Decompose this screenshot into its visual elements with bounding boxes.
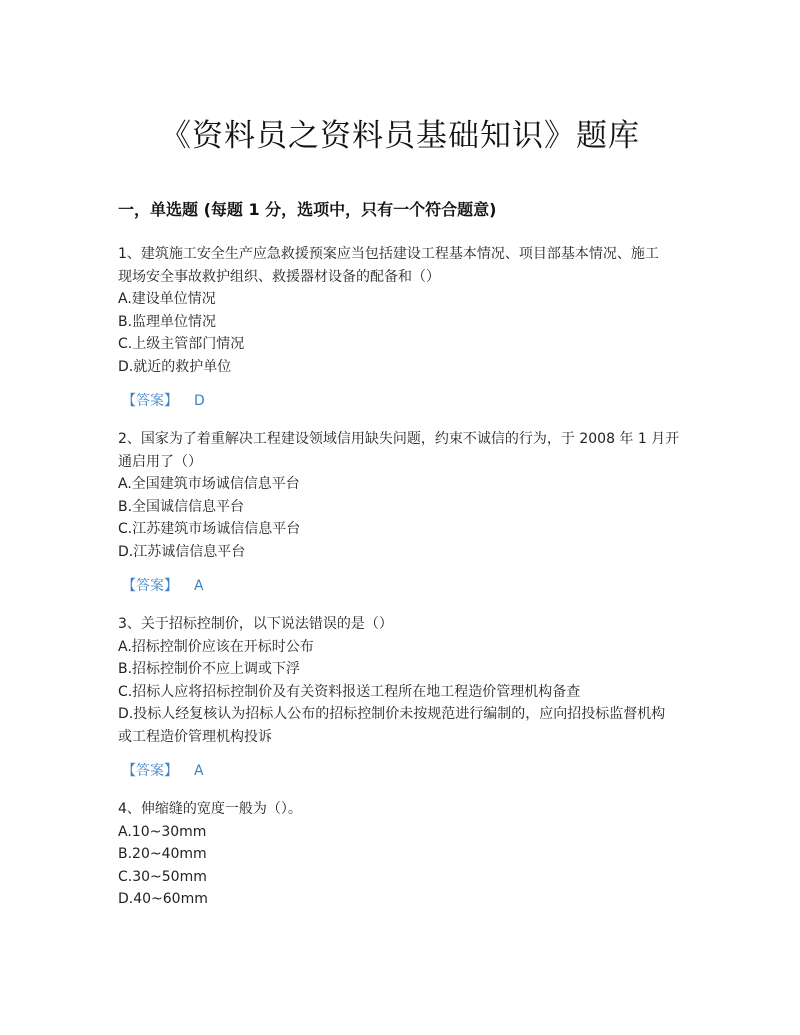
question-stem: 2、国家为了着重解决工程建设领域信用缺失问题，约束不诚信的行为，于 2008 年 1 月开: [118, 431, 680, 447]
option-b: B.监理单位情况: [118, 313, 217, 330]
question-4: [118, 798, 683, 911]
option-b: B.20~40mm: [118, 846, 207, 862]
option-c: C.30~50mm: [118, 868, 207, 885]
option-d: D.投标人经复核认为招标人公布的招标控制价未按规范进行编制的，应向招投标监督机构: [118, 706, 666, 722]
option-c: C.招标人应将招标控制价及有关资料报送工程所在地工程造价管理机构备查: [118, 683, 581, 700]
option-d: D.40~60mm: [118, 891, 208, 907]
section-heading: 一，单选题 (每题 1 分，选项中，只有一个符合题意): [118, 200, 497, 219]
document-title: 《资料员之资料员基础知识》题库: [160, 118, 640, 154]
question-stem: 3、关于招标控制价，以下说法错误的是（）: [118, 616, 393, 632]
option-a: A.招标控制价应该在开标时公布: [118, 638, 314, 655]
option-d: D.就近的救护单位: [118, 358, 232, 375]
answer-line: [118, 575, 683, 595]
answer-line: [118, 390, 683, 410]
answer-value: A: [194, 578, 204, 594]
answer-value: D: [194, 393, 205, 409]
answer-label: 【答案】: [122, 763, 178, 779]
option-c: C.江苏建筑市场诚信信息平台: [118, 521, 301, 537]
answer-label: 【答案】: [122, 393, 178, 409]
option-a: A.建设单位情况: [118, 291, 216, 307]
option-d: D.江苏诚信信息平台: [118, 543, 246, 560]
question-stem: 现场安全事故救护组织、救援器材设备的配备和（）: [118, 268, 440, 285]
option-c: C.上级主管部门情况: [118, 336, 245, 352]
question-3: [118, 613, 683, 780]
question-stem: 1、建筑施工安全生产应急救援预案应当包括建设工程基本情况、项目部基本情况、施工: [118, 246, 659, 262]
answer-value: A: [194, 763, 204, 779]
option-a: A.10~30mm: [118, 823, 207, 840]
answer-label: 【答案】: [122, 578, 178, 594]
option-d-continued: 或工程造价管理机构投诉: [118, 728, 272, 745]
option-b: B.全国诚信信息平台: [118, 498, 245, 515]
question-1: [118, 243, 683, 410]
question-stem: 4、伸缩缝的宽度一般为（）。: [118, 801, 302, 817]
option-a: A.全国建筑市场诚信信息平台: [118, 476, 300, 492]
answer-line: [118, 760, 683, 780]
question-2: [118, 428, 683, 595]
question-stem: 通启用了（）: [118, 453, 202, 470]
option-b: B.招标控制价不应上调或下浮: [118, 661, 301, 677]
